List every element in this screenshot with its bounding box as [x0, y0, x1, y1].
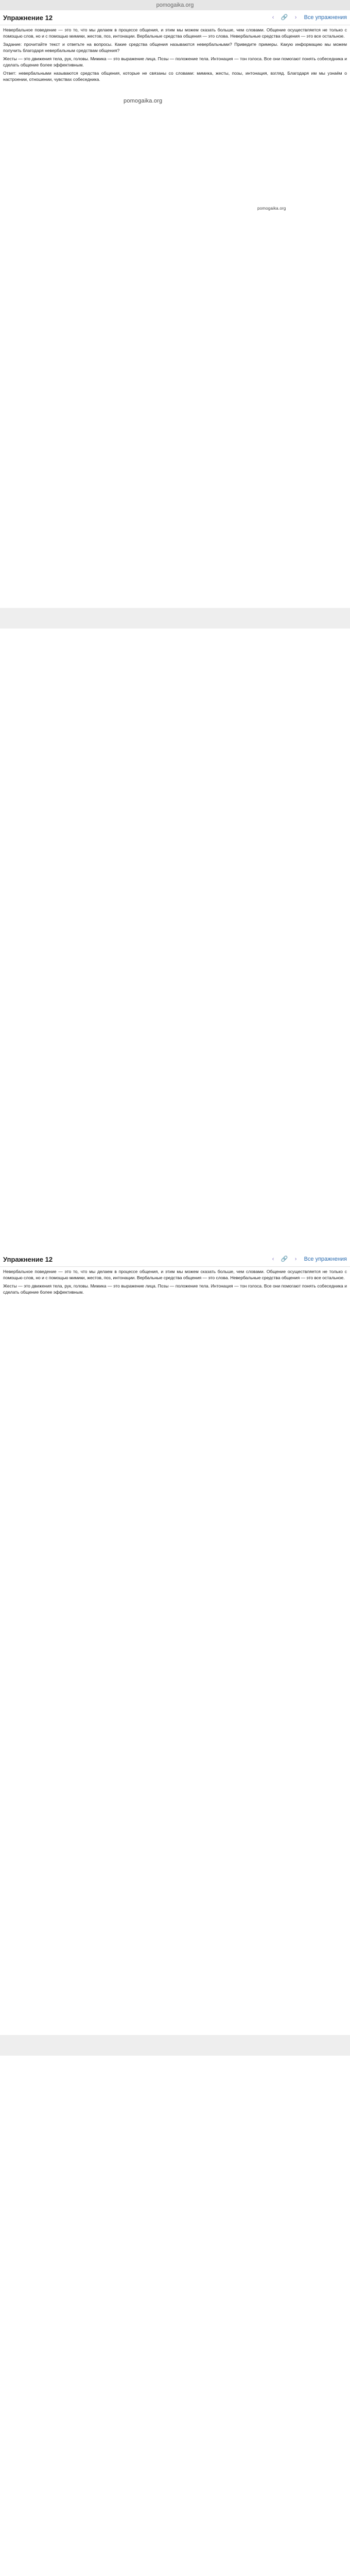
watermark: pomogaika.org	[257, 206, 286, 211]
exercise-text	[3, 27, 347, 82]
prev-button[interactable]: ‹	[272, 1256, 274, 1262]
exercise-section-2	[0, 1252, 350, 1298]
next-button[interactable]: ›	[294, 1256, 297, 1262]
watermark: pomogaika.org	[124, 98, 163, 104]
paragraph: Жесты — это движения тела, рук, головы. Мимика — это выражение лица. Позы — положение тела. Интонация — тон голоса. Все они помогают понять собеседника и сделать общение более эффективным.	[3, 56, 347, 67]
ad-block	[0, 608, 350, 629]
all-exercises-link[interactable]: Все упражнения	[304, 1256, 347, 1262]
paragraph: Задание: прочитайте текст и ответьте на вопросы. Какие средства общения называются невербальными? Приведите примеры. Какую информацию мы можем получить благодаря невербальным средствам общения?	[3, 42, 347, 53]
exercise-section-1	[0, 10, 350, 86]
exercise-header	[0, 1252, 350, 1267]
paragraph: Невербальное поведение — это то, что мы делаем в процессе общения, и этим мы можем сказать больше, чем словами. Общение осуществляется не только с помощью слов, но и с помощью мимики, жестов, поз, интонации. Вербальные средства общения — это слова. Невербальные средства общения — это все остальное.	[3, 27, 347, 39]
link-icon[interactable]: 🔗	[281, 1256, 288, 1262]
paragraph: Жесты — это движения тела, рук, головы. Мимика — это выражение лица. Позы — положение тела. Интонация — тон голоса. Все они помогают понять собеседника и сделать общение более эффективным.	[3, 1283, 347, 1295]
top-bar	[0, 0, 350, 10]
link-icon[interactable]: 🔗	[281, 14, 288, 21]
site-name: pomogaika.org	[156, 2, 194, 8]
paragraph: Невербальное поведение — это то, что мы делаем в процессе общения, и этим мы можем сказать больше, чем словами. Общение осуществляется не только с помощью слов, но и с помощью мимики, жестов, поз, интонации. Вербальные средства общения — это слова. Невербальные средства общения — это все остальное.	[3, 1269, 347, 1280]
exercise-title: Упражнение 12	[3, 13, 53, 22]
all-exercises-link[interactable]: Все упражнения	[304, 14, 347, 21]
prev-button[interactable]: ‹	[272, 14, 274, 21]
exercise-text	[3, 1269, 347, 1295]
exercise-header	[0, 10, 350, 25]
paragraph: Ответ: невербальными называются средства общения, которые не связаны со словами: мимика, жесты, позы, интонация, взгляд. Благодаря им мы узнаём о настроении, отношении, чувствах собеседника.	[3, 71, 347, 82]
next-button[interactable]: ›	[294, 14, 297, 21]
ad-block	[0, 2035, 350, 2056]
exercise-title: Упражнение 12	[3, 1255, 53, 1263]
